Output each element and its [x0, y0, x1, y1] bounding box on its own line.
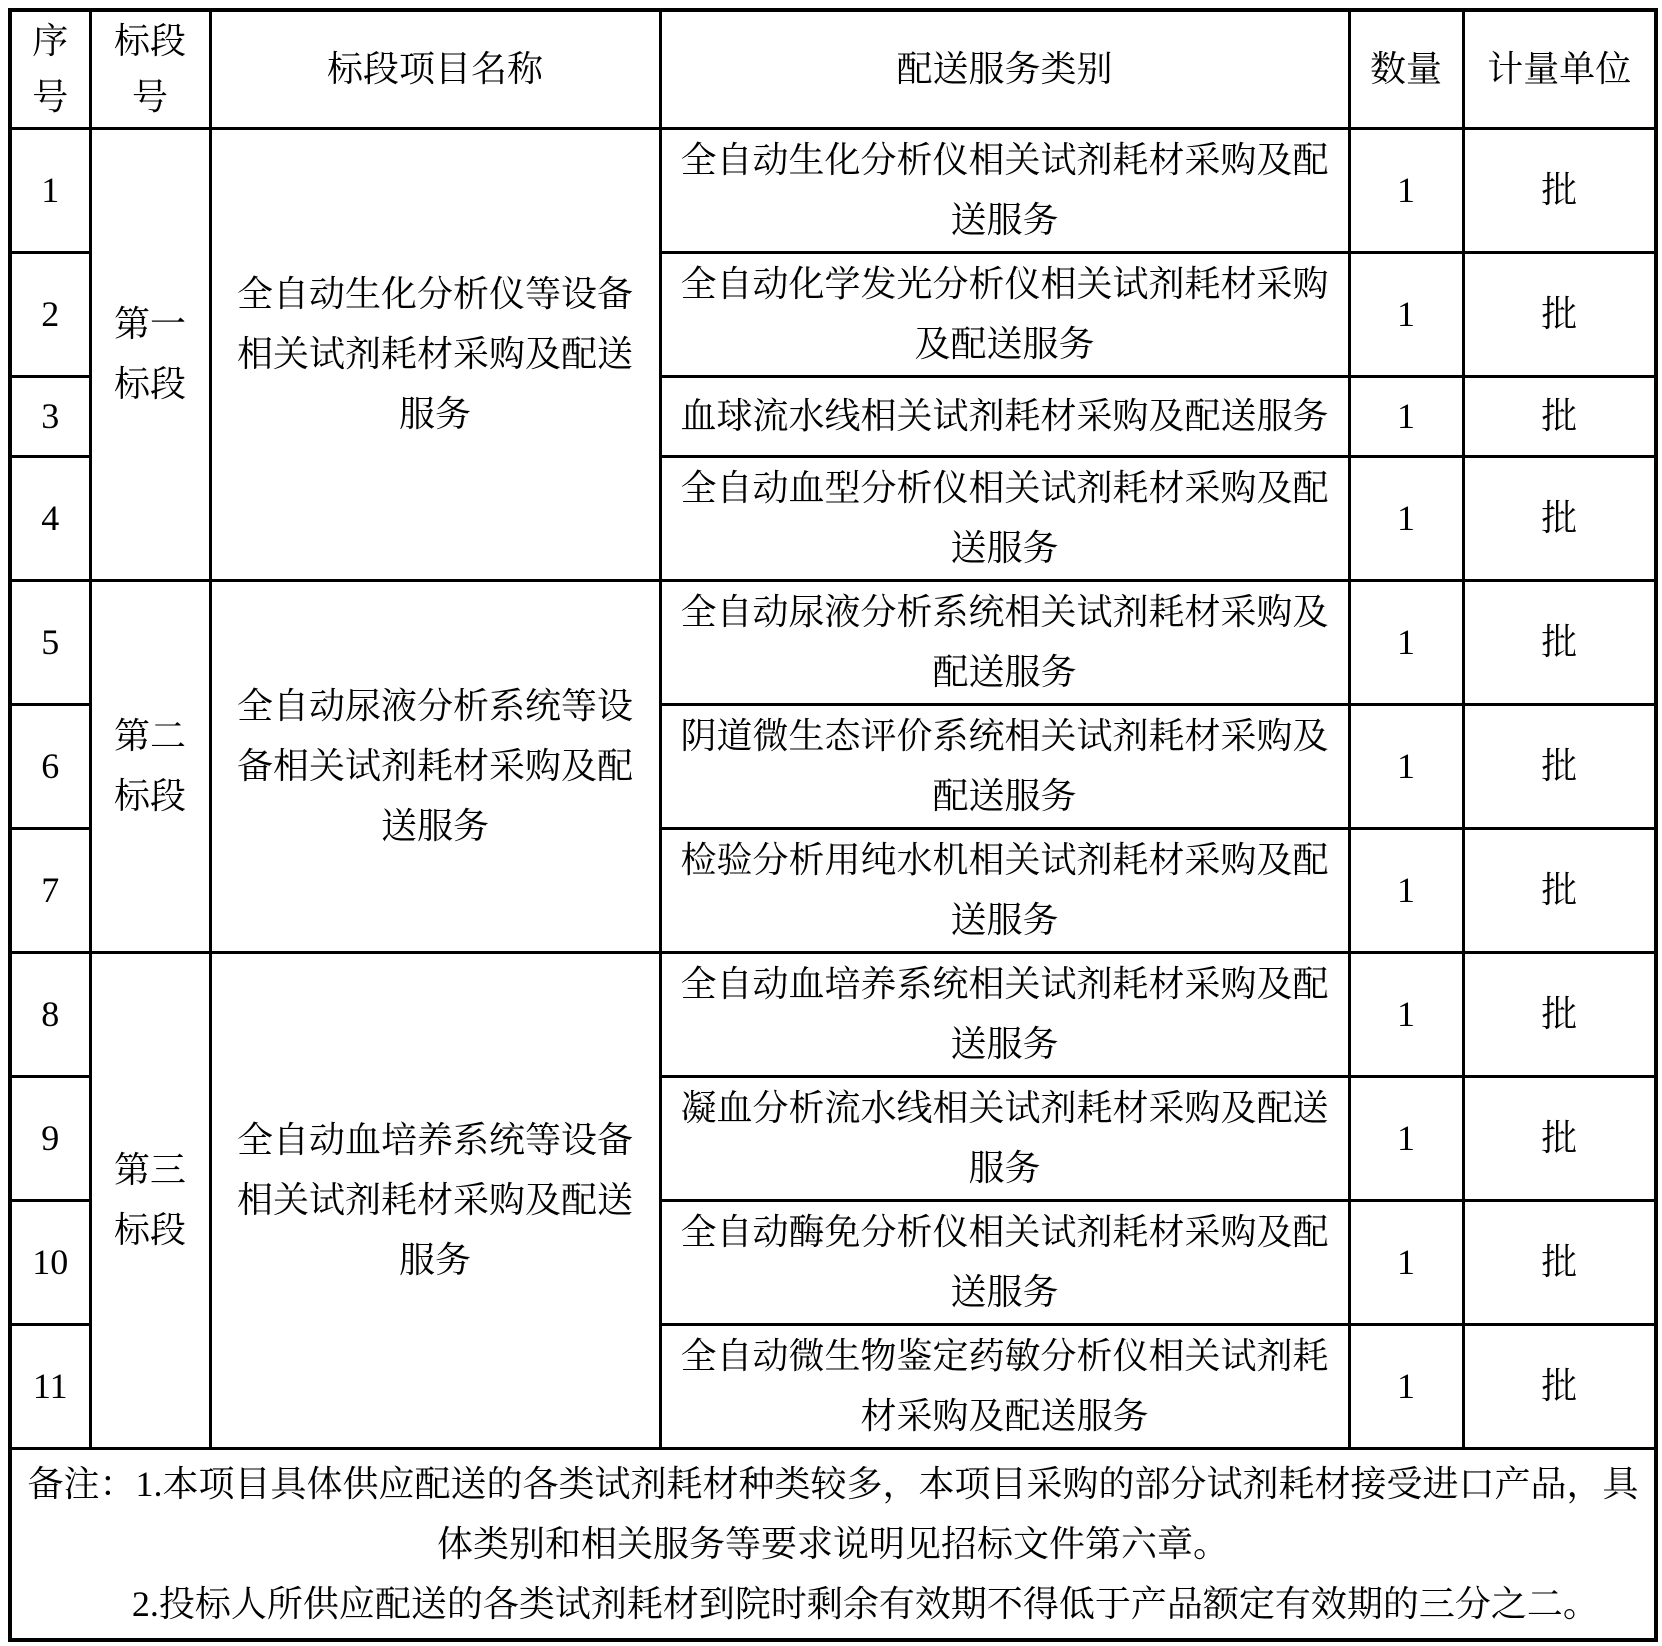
item-category: 全自动化学发光分析仪相关试剂耗材采购及配送服务 — [660, 252, 1349, 376]
item-serial: 2 — [10, 252, 90, 376]
table-header-row — [10, 10, 1656, 128]
section-project-name: 全自动尿液分析系统等设备相关试剂耗材采购及配送服务 — [210, 580, 660, 952]
item-category: 凝血分析流水线相关试剂耗材采购及配送服务 — [660, 1076, 1349, 1200]
table-row — [10, 580, 1656, 704]
item-serial: 8 — [10, 952, 90, 1076]
item-category: 全自动酶免分析仪相关试剂耗材采购及配送服务 — [660, 1200, 1349, 1324]
header-unit: 计量单位 — [1463, 10, 1656, 128]
item-serial: 3 — [10, 376, 90, 456]
item-unit: 批 — [1463, 456, 1656, 580]
section-bid-no: 第三标段 — [90, 952, 210, 1448]
item-unit: 批 — [1463, 580, 1656, 704]
header-project-name: 标段项目名称 — [210, 10, 660, 128]
bid-sections-table — [8, 8, 1658, 1642]
item-serial: 11 — [10, 1324, 90, 1448]
item-category: 检验分析用纯水机相关试剂耗材采购及配送服务 — [660, 828, 1349, 952]
item-quantity: 1 — [1349, 1324, 1463, 1448]
section-project-name: 全自动生化分析仪等设备相关试剂耗材采购及配送服务 — [210, 128, 660, 580]
item-quantity: 1 — [1349, 1076, 1463, 1200]
header-bid-no: 标段号 — [90, 10, 210, 128]
item-category: 全自动血培养系统相关试剂耗材采购及配送服务 — [660, 952, 1349, 1076]
header-quantity: 数量 — [1349, 10, 1463, 128]
item-unit: 批 — [1463, 376, 1656, 456]
item-quantity: 1 — [1349, 252, 1463, 376]
item-unit: 批 — [1463, 952, 1656, 1076]
item-unit: 批 — [1463, 1200, 1656, 1324]
header-serial-no: 序号 — [10, 10, 90, 128]
item-category: 全自动微生物鉴定药敏分析仪相关试剂耗材采购及配送服务 — [660, 1324, 1349, 1448]
item-quantity: 1 — [1349, 376, 1463, 456]
table-row — [10, 952, 1656, 1076]
item-unit: 批 — [1463, 828, 1656, 952]
item-category: 全自动血型分析仪相关试剂耗材采购及配送服务 — [660, 456, 1349, 580]
remark-note-2: 2.投标人所供应配送的各类试剂耗材到院时剩余有效期不得低于产品额定有效期的三分之二。 — [131, 1583, 1599, 1624]
item-serial: 10 — [10, 1200, 90, 1324]
remark-note-1: 备注：1.本项目具体供应配送的各类试剂耗材种类较多，本项目采购的部分试剂耗材接受进口产品，具体类别和相关服务等要求说明见招标文件第六章。 — [27, 1463, 1639, 1564]
item-unit: 批 — [1463, 128, 1656, 252]
item-category: 阴道微生态评价系统相关试剂耗材采购及配送服务 — [660, 704, 1349, 828]
item-quantity: 1 — [1349, 456, 1463, 580]
section-bid-no: 第二标段 — [90, 580, 210, 952]
table-row — [10, 128, 1656, 252]
item-serial: 6 — [10, 704, 90, 828]
item-unit: 批 — [1463, 1324, 1656, 1448]
item-quantity: 1 — [1349, 828, 1463, 952]
item-serial: 9 — [10, 1076, 90, 1200]
item-quantity: 1 — [1349, 952, 1463, 1076]
header-service-category: 配送服务类别 — [660, 10, 1349, 128]
item-serial: 7 — [10, 828, 90, 952]
remark-row — [10, 1448, 1656, 1640]
item-quantity: 1 — [1349, 704, 1463, 828]
item-serial: 4 — [10, 456, 90, 580]
item-category: 血球流水线相关试剂耗材采购及配送服务 — [660, 376, 1349, 456]
item-unit: 批 — [1463, 704, 1656, 828]
item-serial: 5 — [10, 580, 90, 704]
item-category: 全自动尿液分析系统相关试剂耗材采购及配送服务 — [660, 580, 1349, 704]
item-quantity: 1 — [1349, 580, 1463, 704]
item-quantity: 1 — [1349, 1200, 1463, 1324]
section-bid-no: 第一标段 — [90, 128, 210, 580]
item-quantity: 1 — [1349, 128, 1463, 252]
section-project-name: 全自动血培养系统等设备相关试剂耗材采购及配送服务 — [210, 952, 660, 1448]
item-serial: 1 — [10, 128, 90, 252]
item-category: 全自动生化分析仪相关试剂耗材采购及配送服务 — [660, 128, 1349, 252]
item-unit: 批 — [1463, 252, 1656, 376]
item-unit: 批 — [1463, 1076, 1656, 1200]
remark-cell — [10, 1448, 1656, 1640]
